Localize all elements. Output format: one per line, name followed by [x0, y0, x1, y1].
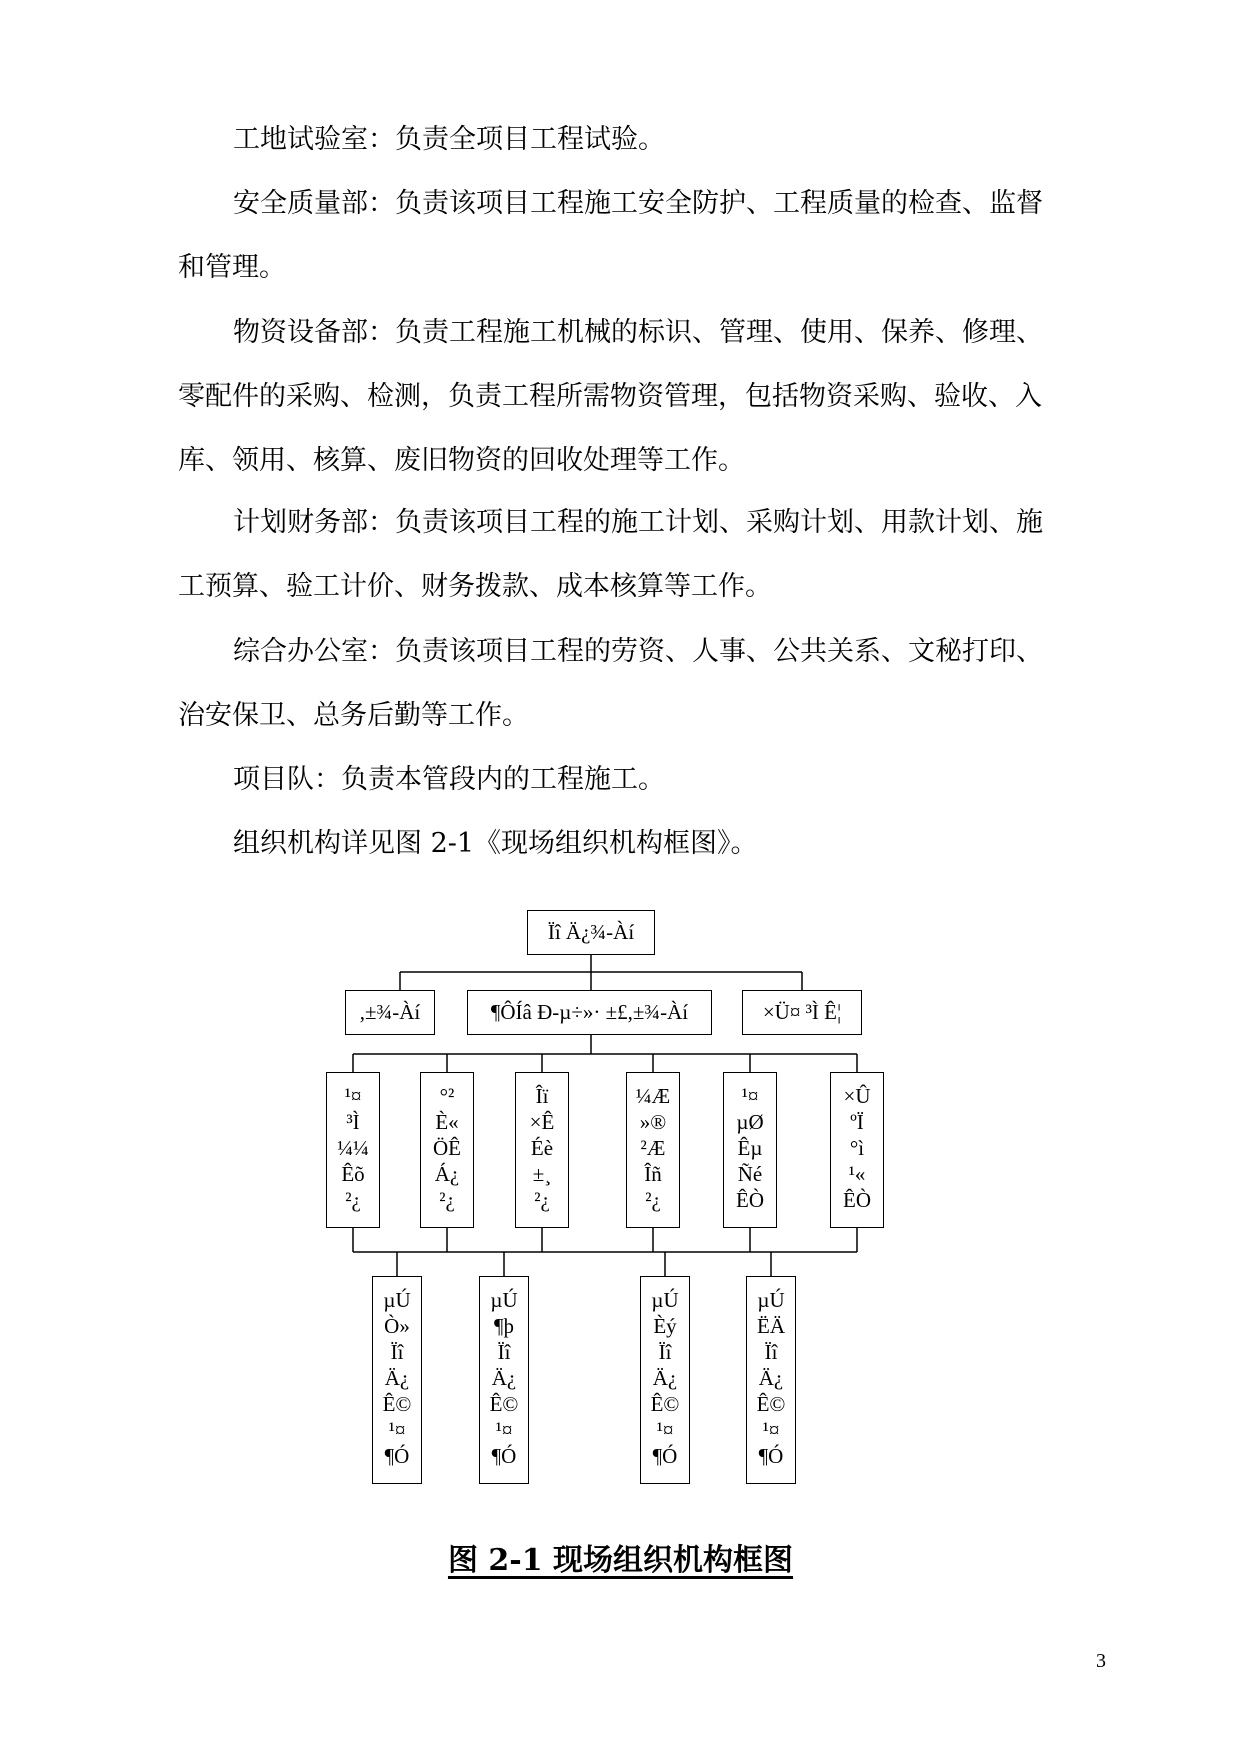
- box-text-line: Îñ: [644, 1162, 662, 1186]
- box-text-line: ¹¤: [762, 1418, 780, 1442]
- box-text-line: ÊÒ: [736, 1188, 764, 1212]
- box-text-line: µÚ: [383, 1288, 411, 1312]
- box-text-line: Ïî: [764, 1340, 778, 1364]
- department-box: [420, 1072, 474, 1228]
- box-text-line: ×Û: [843, 1084, 871, 1108]
- box-text-line: µÚ: [651, 1288, 679, 1312]
- box-text-line: Èý: [653, 1314, 677, 1338]
- box-text-line: »®: [639, 1110, 667, 1134]
- paragraph-line: 工地试验室：负责全项目工程试验。: [233, 124, 665, 155]
- second-level-box: ¶ÔÍâ Ð-µ÷»· ±£,±¾-Àí: [467, 990, 712, 1035]
- box-text-line: Ê©: [650, 1392, 680, 1416]
- box-text-line: ×Ê: [529, 1110, 555, 1134]
- box-text-line: ¼Æ: [635, 1084, 671, 1108]
- box-text-line: ¹¤: [741, 1084, 759, 1108]
- paragraph-line: 治安保卫、总务后勤等工作。: [178, 700, 529, 731]
- box-text-line: ¶Ó: [758, 1444, 784, 1468]
- project-team-box: [372, 1276, 422, 1484]
- paragraph-line: 组织机构详见图 2-1《现场组织机构框图》。: [233, 828, 758, 859]
- box-text-line: ³Ì: [346, 1110, 360, 1134]
- top-box-project-manager: Ïî Ä¿¾-Àí: [527, 910, 655, 955]
- box-text-line: µÚ: [490, 1288, 518, 1312]
- box-text-line: µÚ: [757, 1288, 785, 1312]
- department-box: [723, 1072, 777, 1228]
- box-text-line: ÊÒ: [843, 1188, 871, 1212]
- box-text-line: Êµ: [737, 1136, 763, 1160]
- department-box: [830, 1072, 884, 1228]
- figure-caption: [0, 1535, 1241, 1579]
- box-text-line: Ä¿: [758, 1366, 784, 1390]
- box-text-line: Êõ: [341, 1162, 365, 1186]
- box-text-line: µØ: [736, 1110, 764, 1134]
- second-level-box: ,±¾-Àí: [345, 990, 435, 1035]
- box-text-line: ¶Ó: [491, 1444, 517, 1468]
- box-text-line: ¼¼: [337, 1136, 369, 1160]
- paragraph-line: 零配件的采购、检测，负责工程所需物资管理，包括物资采购、验收、入: [178, 381, 1042, 412]
- box-text-line: Ê©: [382, 1392, 412, 1416]
- box-text-line: È«: [435, 1110, 459, 1134]
- box-text-line: ËÄ: [757, 1314, 785, 1338]
- paragraph-line: 库、领用、核算、废旧物资的回收处理等工作。: [178, 445, 745, 476]
- box-text-line: Ïî: [658, 1340, 672, 1364]
- box-text-line: Éè: [530, 1136, 554, 1160]
- box-text-line: °²: [439, 1084, 455, 1108]
- department-box: [515, 1072, 569, 1228]
- box-text-line: Ä¿: [652, 1366, 678, 1390]
- box-text-line: ¹¤: [495, 1418, 513, 1442]
- box-text-line: Ïî: [390, 1340, 404, 1364]
- box-text-line: ¹¤: [656, 1418, 674, 1442]
- box-text-line: ¹«: [848, 1162, 866, 1186]
- department-box: [626, 1072, 680, 1228]
- second-level-box: ×Ü¤ ³Ì Ê¦: [742, 990, 862, 1035]
- box-text-line: ²¿: [534, 1188, 550, 1212]
- box-text-line: Îï: [535, 1084, 549, 1108]
- figure-caption-text: 图 2-1 现场组织机构框图: [447, 1543, 794, 1578]
- paragraph-line: 工预算、验工计价、财务拨款、成本核算等工作。: [178, 571, 772, 602]
- box-text-line: Ñé: [737, 1162, 763, 1186]
- project-team-box: [479, 1276, 529, 1484]
- page-number: 3: [1096, 1650, 1106, 1672]
- box-text-line: ¶Ó: [384, 1444, 410, 1468]
- box-text-line: Ä¿: [384, 1366, 410, 1390]
- box-text-line: ²Æ: [640, 1136, 666, 1160]
- box-text-line: Ïî: [497, 1340, 511, 1364]
- project-team-box: [640, 1276, 690, 1484]
- project-team-box: [746, 1276, 796, 1484]
- paragraph-line: 综合办公室：负责该项目工程的劳资、人事、公共关系、文秘打印、: [233, 636, 1043, 667]
- paragraph-line: 计划财务部：负责该项目工程的施工计划、采购计划、用款计划、施: [233, 507, 1043, 538]
- box-text-line: Ê©: [756, 1392, 786, 1416]
- box-text-line: Ò»: [384, 1314, 410, 1338]
- box-text-line: ¹¤: [388, 1418, 406, 1442]
- department-box: [326, 1072, 380, 1228]
- box-text-line: ¶Ó: [652, 1444, 678, 1468]
- box-text-line: ÖÊ: [433, 1136, 461, 1160]
- box-text-line: ¶þ: [493, 1314, 514, 1338]
- box-text-line: °ì: [849, 1136, 865, 1160]
- paragraph-line: 安全质量部：负责该项目工程施工安全防护、工程质量的检查、监督: [233, 188, 1043, 219]
- box-text-line: ²¿: [645, 1188, 661, 1212]
- box-text-line: ²¿: [439, 1188, 455, 1212]
- box-text-line: Á¿: [434, 1162, 460, 1186]
- paragraph-line: 项目队：负责本管段内的工程施工。: [233, 764, 665, 795]
- box-text-line: ²¿: [345, 1188, 361, 1212]
- paragraph-line: 物资设备部：负责工程施工机械的标识、管理、使用、保养、修理、: [233, 317, 1043, 348]
- box-text-line: ºÏ: [850, 1110, 864, 1134]
- box-text-line: Ä¿: [491, 1366, 517, 1390]
- box-text-line: ¹¤: [344, 1084, 362, 1108]
- box-text-line: Ê©: [489, 1392, 519, 1416]
- box-text-line: ±¸: [532, 1162, 552, 1186]
- paragraph-line: 和管理。: [178, 252, 286, 283]
